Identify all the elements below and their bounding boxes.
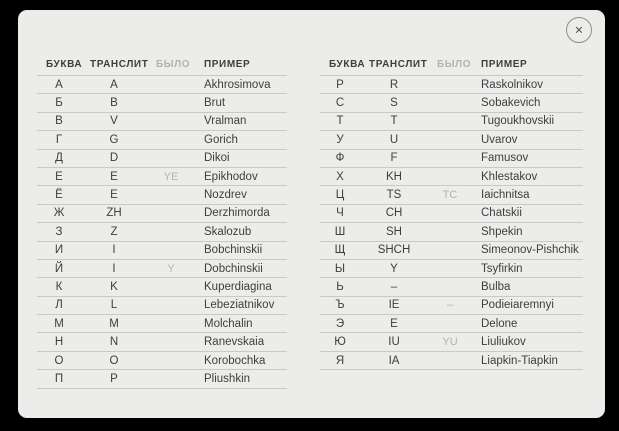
- cell-translit: E: [110, 189, 118, 202]
- cell-translit: A: [110, 78, 118, 91]
- cell-translit: L: [110, 299, 118, 312]
- transliteration-dialog: [18, 10, 605, 418]
- cell-letter: Д: [55, 152, 63, 165]
- table-row: [37, 149, 287, 167]
- table-row: [320, 277, 583, 295]
- cell-example: Tsyfirkin: [481, 262, 523, 275]
- cell-translit: O: [109, 354, 119, 367]
- column-header-was: БЫЛО: [437, 59, 472, 70]
- cell-letter: В: [55, 115, 63, 128]
- cell-example: Derzhimorda: [204, 207, 270, 220]
- table-row: [37, 351, 287, 369]
- table-row: [320, 112, 583, 130]
- cell-translit: S: [390, 97, 398, 110]
- cell-translit: KH: [386, 170, 402, 183]
- cell-letter: Ы: [334, 262, 346, 275]
- table-row: [320, 351, 583, 369]
- cell-example: Delone: [481, 317, 518, 330]
- table-row: [320, 185, 583, 203]
- cell-translit: F: [390, 152, 398, 165]
- cell-example: Podieiaremnyi: [481, 299, 554, 312]
- table-row: [320, 75, 583, 93]
- close-icon: ×: [574, 21, 584, 38]
- cell-letter: Н: [54, 336, 64, 349]
- cell-example: Tugoukhovskii: [481, 115, 555, 128]
- cell-translit: IA: [388, 354, 400, 367]
- table-row: [320, 167, 583, 185]
- column-header-letter: БУКВА: [329, 59, 366, 70]
- cell-translit: M: [109, 317, 119, 330]
- cell-letter: О: [54, 354, 64, 367]
- cell-letter: Ь: [336, 280, 344, 293]
- cell-letter: Ъ: [335, 299, 345, 312]
- table-row: [37, 259, 287, 277]
- column-header-example: ПРИМЕР: [204, 59, 251, 70]
- cell-letter: П: [54, 372, 64, 385]
- cell-example: Lebeziatnikov: [204, 299, 275, 312]
- cell-letter: Р: [336, 78, 344, 91]
- cell-letter: С: [335, 97, 345, 110]
- table-row: [320, 204, 583, 222]
- cell-translit: K: [110, 280, 118, 293]
- cell-translit: R: [389, 78, 399, 91]
- cell-translit: IE: [388, 299, 400, 312]
- cell-example: Skalozub: [204, 225, 252, 238]
- cell-letter: З: [55, 225, 63, 238]
- cell-example: Epikhodov: [204, 170, 258, 183]
- cell-was: YU: [442, 336, 458, 349]
- cell-translit: SHCH: [377, 244, 411, 257]
- cell-example: Gorich: [204, 133, 238, 146]
- cell-translit: Z: [110, 225, 118, 238]
- table-row: [37, 314, 287, 332]
- cell-letter: Х: [336, 170, 344, 183]
- cell-translit: N: [109, 336, 119, 349]
- cell-letter: А: [55, 78, 63, 91]
- cell-translit: G: [109, 133, 119, 146]
- cell-translit: P: [110, 372, 118, 385]
- cell-example: Molchalin: [204, 317, 253, 330]
- cell-translit: D: [109, 152, 119, 165]
- table-row: [320, 241, 583, 259]
- cell-example: Shpekin: [481, 225, 523, 238]
- cell-letter: Я: [335, 354, 345, 367]
- cell-translit: U: [389, 133, 399, 146]
- cell-example: Simeonov-Pishchik: [481, 244, 579, 257]
- cell-letter: И: [54, 244, 64, 257]
- close-button[interactable]: [566, 17, 592, 43]
- cell-translit: E: [390, 317, 398, 330]
- cell-letter: М: [54, 317, 64, 330]
- cell-letter: Щ: [334, 244, 346, 257]
- table-header-row: [37, 52, 287, 75]
- cell-translit: I: [112, 262, 116, 275]
- cell-example: Bulba: [481, 280, 511, 293]
- transliteration-table-left: [37, 52, 287, 389]
- table-header-row: [320, 52, 583, 75]
- cell-translit: Y: [390, 262, 398, 275]
- table-row: [37, 369, 287, 387]
- cell-letter: Ю: [334, 336, 346, 349]
- cell-translit: I: [112, 244, 116, 257]
- cell-letter: Й: [54, 262, 64, 275]
- cell-example: Nozdrev: [204, 189, 247, 202]
- table-row: [37, 75, 287, 93]
- column-header-was: БЫЛО: [156, 59, 191, 70]
- column-header-translit: ТРАНСЛИТ: [369, 59, 428, 70]
- cell-translit: IU: [388, 336, 400, 349]
- cell-example: Korobochka: [204, 354, 266, 367]
- cell-translit: TS: [386, 189, 402, 202]
- table-row: [37, 277, 287, 295]
- table-body: [37, 75, 287, 389]
- cell-example: Akhrosimova: [204, 78, 271, 91]
- cell-was: TC: [442, 189, 458, 202]
- table-row: [37, 167, 287, 185]
- cell-letter: Ц: [335, 189, 345, 202]
- cell-example: Liapkin-Tiapkin: [481, 354, 558, 367]
- cell-letter: Э: [335, 317, 345, 330]
- cell-example: Iaichnitsa: [481, 189, 530, 202]
- table-body: [320, 75, 583, 370]
- cell-was: –: [446, 299, 454, 312]
- cell-letter: Л: [55, 299, 63, 312]
- cell-letter: Ч: [336, 207, 344, 220]
- cell-example: Raskolnikov: [481, 78, 543, 91]
- cell-letter: Е: [55, 170, 63, 183]
- cell-letter: Г: [55, 133, 63, 146]
- cell-example: Kuperdiagina: [204, 280, 272, 293]
- cell-letter: К: [55, 280, 63, 293]
- column-header-translit: ТРАНСЛИТ: [90, 59, 149, 70]
- cell-translit: –: [390, 280, 398, 293]
- table-row: [37, 241, 287, 259]
- cell-letter: Ш: [334, 225, 346, 238]
- cell-example: Bobchinskii: [204, 244, 263, 257]
- table-row: [320, 149, 583, 167]
- cell-example: Khlestakov: [481, 170, 538, 183]
- cell-letter: У: [336, 133, 344, 146]
- cell-example: Liuliukov: [481, 336, 526, 349]
- cell-example: Ranevskaia: [204, 336, 265, 349]
- table-row: [37, 185, 287, 203]
- table-row: [320, 222, 583, 240]
- cell-example: Uvarov: [481, 133, 518, 146]
- table-row: [37, 93, 287, 111]
- cell-example: Famusov: [481, 152, 529, 165]
- cell-translit: E: [110, 170, 118, 183]
- cell-translit: B: [110, 97, 118, 110]
- column-header-example: ПРИМЕР: [481, 59, 528, 70]
- column-header-letter: БУКВА: [46, 59, 83, 70]
- cell-translit: V: [110, 115, 118, 128]
- cell-letter: Ж: [53, 207, 65, 220]
- table-row: [320, 296, 583, 314]
- table-row: [320, 332, 583, 350]
- cell-example: Pliushkin: [204, 372, 251, 385]
- table-row: [320, 314, 583, 332]
- cell-example: Sobakevich: [481, 97, 541, 110]
- cell-translit: ZH: [106, 207, 122, 220]
- cell-translit: CH: [385, 207, 403, 220]
- cell-letter: Т: [336, 115, 344, 128]
- table-row: [37, 112, 287, 130]
- cell-example: Dikoi: [204, 152, 230, 165]
- table-row: [37, 296, 287, 314]
- table-row: [320, 93, 583, 111]
- cell-was: Y: [167, 262, 175, 275]
- cell-example: Chatskii: [481, 207, 522, 220]
- table-row: [320, 259, 583, 277]
- cell-translit: T: [390, 115, 398, 128]
- cell-letter: Ф: [335, 152, 345, 165]
- cell-was: YE: [163, 170, 179, 183]
- cell-translit: SH: [386, 225, 402, 238]
- table-row: [37, 332, 287, 350]
- cell-letter: Ё: [55, 189, 63, 202]
- table-row: [320, 130, 583, 148]
- cell-example: Dobchinskii: [204, 262, 263, 275]
- table-row: [37, 130, 287, 148]
- cell-letter: Б: [55, 97, 63, 110]
- table-row: [37, 204, 287, 222]
- transliteration-table-right: [320, 52, 583, 370]
- cell-example: Brut: [204, 97, 226, 110]
- table-row: [37, 222, 287, 240]
- cell-example: Vralman: [204, 115, 247, 128]
